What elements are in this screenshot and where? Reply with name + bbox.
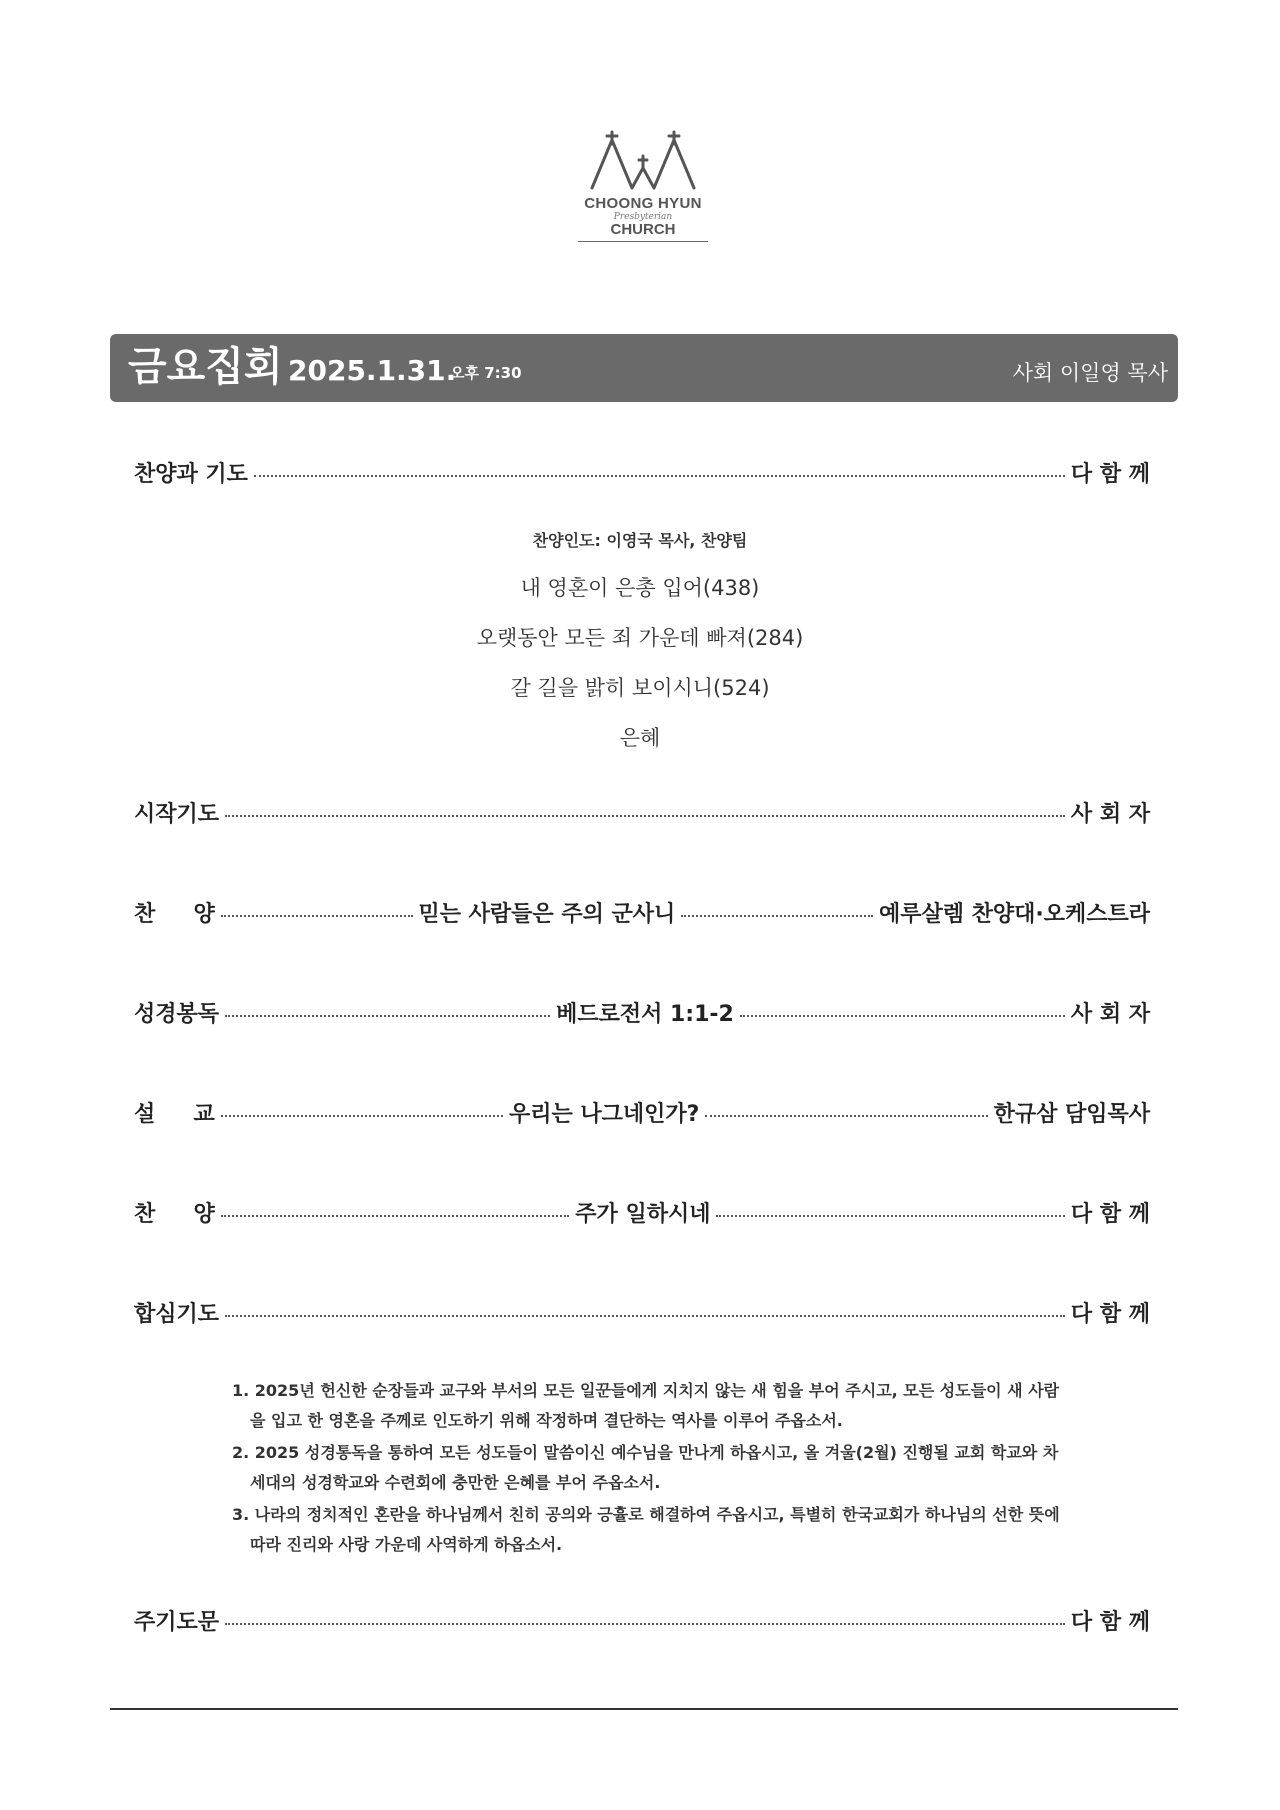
service-header: [110, 334, 1178, 402]
logo-line-church: CHURCH: [610, 221, 676, 238]
prayer-item: 2. 2025 성경통독을 통하여 모든 성도들이 말씀이신 예수님을 만나게 하옵시고, 올 겨울(2월) 진행될 교회 학교와 차세대의 성경학교와 수련회에 충만한 은혜를 부어 주옵소서.: [232, 1443, 1059, 1492]
praise-song-3: 갈 길을 밝히 보이시니(524): [510, 676, 770, 700]
order-label: 찬양과 기도: [134, 461, 248, 487]
order-performer: 사 회 자: [1070, 1001, 1150, 1027]
service-date: 2025.1.31.: [288, 354, 457, 387]
praise-leader-line: [340, 528, 940, 551]
dot-leader: [681, 915, 873, 917]
order-item-scripture: [134, 992, 1150, 1032]
order-item-lords-prayer: [134, 1600, 1150, 1640]
order-label: 성경봉독: [134, 1001, 220, 1027]
dot-leader: [225, 1623, 1065, 1625]
dot-leader: [254, 475, 1065, 477]
order-label: 설 교: [134, 1101, 215, 1127]
order-performer: 예루살렘 찬양대·오케스트라: [878, 901, 1150, 927]
logo-underline: [578, 241, 708, 242]
order-item-praise-prayer: [134, 452, 1150, 492]
praise-leader: 찬양인도: 이영국 목사, 찬양팀: [532, 531, 748, 550]
order-item-united-prayer: [134, 1292, 1150, 1332]
prayer-item: 1. 2025년 헌신한 순장들과 교구와 부서의 모든 일꾼들에게 지치지 않는 새 힘을 부어 주시고, 모든 성도들이 새 사람을 입고 한 영혼을 주께로 인도하기 위해 작정하며 결단하는 역사를 이루어 주옵소서.: [232, 1381, 1060, 1430]
order-label: 찬 양: [134, 1201, 215, 1227]
prayer-item: 3. 나라의 정치적인 혼란을 하나님께서 친히 공의와 긍휼로 해결하여 주옵시고, 특별히 한국교회가 하나님의 선한 뜻에 따라 진리와 사랑 가운데 사역하게 하옵소서.: [232, 1505, 1060, 1554]
logo-line-presbyterian: Presbyterian: [613, 212, 673, 222]
praise-song-1: 내 영혼이 은총 입어(438): [520, 576, 760, 600]
footer-divider: [110, 1708, 1178, 1710]
order-title: 우리는 나그네인가?: [508, 1101, 700, 1127]
church-logo: [578, 130, 708, 258]
logo-line-church-name: CHOONG HYUN: [584, 195, 702, 212]
order-title: 믿는 사람들은 주의 군사니: [418, 901, 676, 927]
dot-leader: [740, 1015, 1065, 1017]
order-label: 합심기도: [134, 1301, 220, 1327]
order-label: 주기도문: [134, 1609, 220, 1635]
order-item-hymn: [134, 1192, 1150, 1232]
order-item-opening-prayer: [134, 792, 1150, 832]
order-performer: 다 함 께: [1070, 1201, 1150, 1227]
prayer-list: [232, 1376, 1072, 1562]
dot-leader: [716, 1215, 1064, 1217]
service-title: 금요집회: [128, 344, 283, 390]
dot-leader: [221, 1215, 569, 1217]
dot-leader: [221, 915, 413, 917]
order-performer: 다 함 께: [1070, 1301, 1150, 1327]
order-title: 베드로전서 1:1-2: [556, 1001, 734, 1027]
order-title: 주가 일하시네: [575, 1201, 711, 1227]
order-label: 찬 양: [134, 901, 215, 927]
dot-leader: [221, 1115, 503, 1117]
order-item-anthem: [134, 892, 1150, 932]
order-performer: 다 함 께: [1070, 1609, 1150, 1635]
praise-song-4: 은혜: [619, 726, 661, 750]
order-item-sermon: [134, 1092, 1150, 1132]
dot-leader: [225, 815, 1065, 817]
service-leader: 사회 이일영 목사: [1012, 361, 1168, 385]
order-label: 시작기도: [134, 801, 220, 827]
dot-leader: [705, 1115, 987, 1117]
service-time: 오후 7:30: [450, 364, 522, 382]
praise-song-2: 오랫동안 모든 죄 가운데 빠져(284): [476, 626, 804, 650]
order-performer: 다 함 께: [1070, 461, 1150, 487]
order-performer: 사 회 자: [1070, 801, 1150, 827]
order-performer: 한규삼 담임목사: [993, 1101, 1150, 1127]
dot-leader: [225, 1015, 550, 1017]
church-spires-icon: [588, 130, 698, 192]
dot-leader: [225, 1315, 1065, 1317]
